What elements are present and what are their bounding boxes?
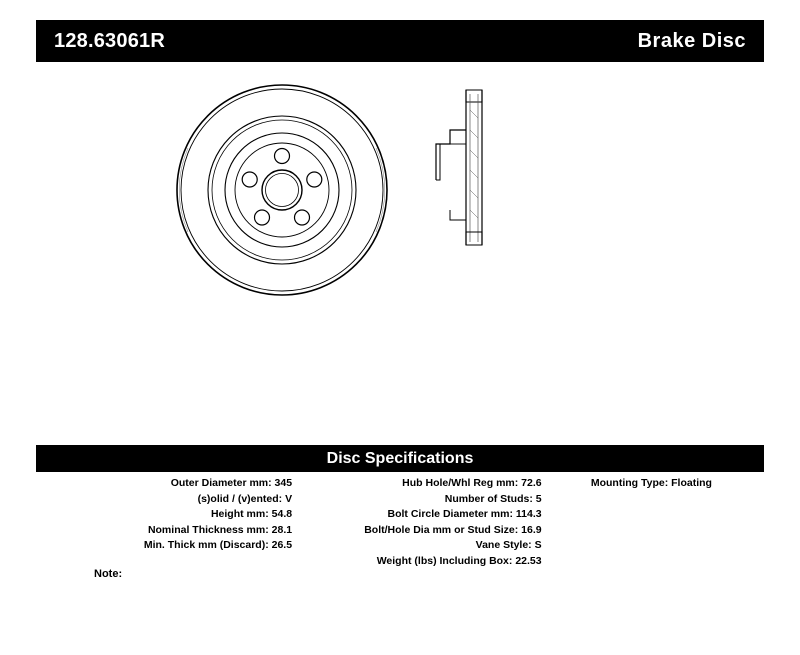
spec-item: Hub Hole/Whl Reg mm: 72.6 [402, 477, 542, 489]
spec-item: Outer Diameter mm: 345 [170, 477, 293, 489]
spec-item: Number of Studs: 5 [444, 492, 542, 505]
spec-item: Weight (lbs) Including Box: 22.53 [376, 554, 542, 567]
spec-item: Height mm: 54.8 [210, 508, 293, 520]
part-number: 128.63061R [54, 29, 165, 52]
rotor-drawing-svg [36, 70, 764, 420]
spec-item: Vane Style: S [475, 539, 542, 551]
spec-section-header [36, 445, 764, 472]
spec-item: Bolt Circle Diameter mm: 114.3 [387, 508, 542, 520]
spec-item: Bolt/Hole Dia mm or Stud Size: 16.9 [364, 523, 542, 536]
brake-rotor-cross-section [436, 90, 482, 245]
spec-item: Mounting Type: Floating [590, 477, 712, 489]
spec-column-middle [298, 476, 546, 569]
spec-section-title: Disc Specifications [326, 449, 474, 467]
spec-columns [36, 476, 764, 569]
spec-column-right [546, 476, 764, 569]
stud-holes [242, 149, 322, 226]
spec-item: (s)olid / (v)ented: V [197, 492, 293, 505]
spec-item: Min. Thick mm (Discard): 26.5 [143, 539, 293, 551]
spec-item: Nominal Thickness mm: 28.1 [147, 523, 293, 536]
page-title: Brake Disc [637, 29, 746, 52]
technical-drawing [36, 70, 764, 420]
brake-rotor-face [177, 85, 387, 295]
spec-column-left [36, 476, 298, 569]
note-label: Note: [94, 568, 123, 580]
note-row [36, 568, 764, 580]
header-bar [36, 20, 764, 62]
